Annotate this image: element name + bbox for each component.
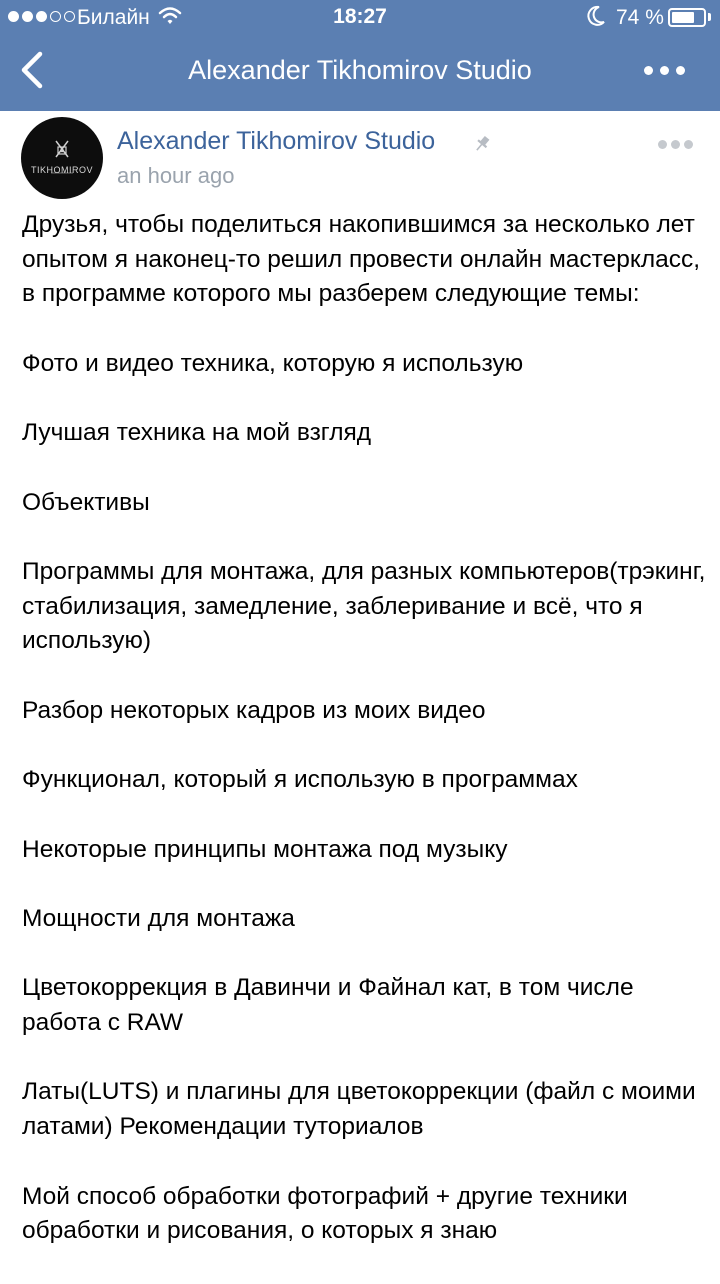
post-paragraph: Фото и видео техника, которую я использую bbox=[22, 349, 524, 377]
post-paragraph: Объективы bbox=[22, 488, 150, 516]
post-body bbox=[22, 208, 712, 1284]
battery-icon bbox=[668, 8, 706, 27]
post-paragraph: Лучшая техника на мой взгляд bbox=[22, 419, 372, 447]
status-bar bbox=[0, 0, 720, 36]
post-paragraph: Функционал, который я использую в программах bbox=[22, 766, 578, 794]
more-dot bbox=[658, 140, 667, 149]
post-paragraph: Мой способ обработки фотографий + другие техники обработки и рисования, о которых я знаю bbox=[22, 1182, 628, 1245]
battery-percent: 74 % bbox=[616, 6, 664, 29]
post-paragraph: Программы для монтажа, для разных компьютеров(трэкинг, стабилизация, замедление, заблеривание и всё, что я использую) bbox=[22, 557, 706, 655]
battery-tip bbox=[708, 13, 711, 21]
more-dot bbox=[644, 66, 653, 75]
post-options-button[interactable] bbox=[658, 140, 693, 149]
post-paragraph: Друзья, чтобы поделиться накопившимся за несколько лет опытом я наконец-то решил провести онлайн мастеркласс, в программе которого мы разберем следующие темы: bbox=[22, 211, 701, 308]
post-paragraph: Цветокоррекция в Давинчи и Файнал кат, в том числе работа с RAW bbox=[22, 974, 634, 1037]
more-dot bbox=[684, 140, 693, 149]
more-options-button[interactable] bbox=[644, 66, 685, 75]
post-paragraph: Некоторые принципы монтажа под музыку bbox=[22, 835, 508, 863]
author-avatar[interactable] bbox=[21, 117, 103, 199]
more-dot bbox=[676, 66, 685, 75]
post-paragraph: Мощности для монтажа bbox=[22, 904, 295, 932]
post-paragraph: Разбор некоторых кадров из моих видео bbox=[22, 696, 486, 724]
post-timestamp: an hour ago bbox=[117, 163, 235, 188]
avatar-logo-text: TIKHOMIROV bbox=[30, 165, 93, 175]
post-author-link[interactable]: Alexander Tikhomirov Studio bbox=[117, 127, 436, 155]
nav-title: Alexander Tikhomirov Studio bbox=[188, 55, 532, 85]
moon-icon bbox=[586, 5, 606, 33]
status-time: 18:27 bbox=[333, 5, 387, 28]
carrier-name: Билайн bbox=[77, 6, 150, 29]
more-dot bbox=[671, 140, 680, 149]
post-paragraph: Латы(LUTS) и плагины для цветокоррекции (файл с моими латами) Рекомендации туториалов bbox=[22, 1078, 696, 1141]
more-dot bbox=[660, 66, 669, 75]
logo-icon bbox=[21, 117, 103, 199]
pin-icon bbox=[473, 134, 491, 159]
top-bar bbox=[0, 0, 720, 111]
battery-level-fill bbox=[672, 12, 694, 23]
